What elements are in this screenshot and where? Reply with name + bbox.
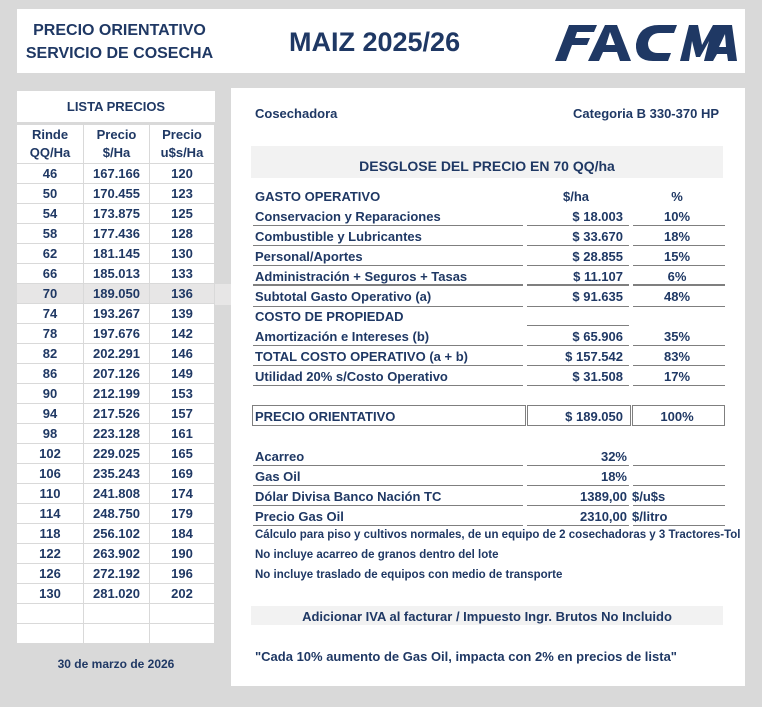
- table-cell-yield: 106: [17, 464, 83, 483]
- table-cell-price-usd: 179: [150, 504, 214, 523]
- note-line: No incluye traslado de equipos con medio de transporte: [255, 569, 563, 581]
- col-header-line: Precio: [96, 127, 137, 142]
- final-price-label: PRECIO ORIENTATIVO: [255, 409, 396, 424]
- table-cell-yield: [17, 604, 83, 623]
- total-cost-pct: 83%: [663, 349, 691, 364]
- subtotal-rule-value: [527, 284, 629, 285]
- table-cell-yield: 58: [17, 224, 83, 243]
- table-cell-price-usd: 139: [150, 304, 214, 323]
- table-cell-price-ars: 167.166: [84, 164, 149, 183]
- profit-rule-value: [527, 385, 629, 386]
- table-cell-yield: 78: [17, 324, 83, 343]
- total-cost-label: TOTAL COSTO OPERATIVO (a + b): [255, 349, 468, 364]
- table-cell-price-ars: 235.243: [84, 464, 149, 483]
- table-cell-yield: 50: [17, 184, 83, 203]
- op-row-pct: 6%: [667, 269, 687, 284]
- report-date: 30 de marzo de 2026: [57, 657, 175, 671]
- profit-label: Utilidad 20% s/Costo Operativo: [255, 369, 448, 384]
- col-header-line: $/Ha: [102, 145, 131, 160]
- final-price-value: $ 189.050: [565, 409, 623, 424]
- op-row-rule-value: [527, 285, 629, 286]
- amort-rule-bottom-pct: [633, 345, 725, 346]
- profit-pct: 17%: [663, 369, 691, 384]
- table-cell-price-usd: 125: [150, 204, 214, 223]
- table-cell-price-ars: 241.808: [84, 484, 149, 503]
- subtotal-rule-bottom-value: [527, 306, 629, 307]
- op-row-rule-pct: [633, 265, 725, 266]
- subtotal-rule-bottom-label: [253, 306, 523, 307]
- table-cell-yield: 90: [17, 384, 83, 403]
- table-cell-price-usd: 157: [150, 404, 214, 423]
- table-cell-price-usd: 169: [150, 464, 214, 483]
- note-line: Cálculo para piso y cultivos normales, de un equipo de 2 cosechadoras y 3 Tractores-Tol: [255, 529, 741, 541]
- table-cell-price-ars: [84, 624, 149, 643]
- subtotal-label: Subtotal Gasto Operativo (a): [255, 289, 432, 304]
- table-cell-price-ars: 185.013: [84, 264, 149, 283]
- table-cell-yield: 66: [17, 264, 83, 283]
- iva-note: Adicionar IVA al facturar / Impuesto Ingr. Brutos No Incluido: [302, 609, 672, 624]
- amortization-value: $ 65.906: [572, 329, 623, 344]
- subtotal-rule-label: [253, 284, 523, 285]
- col-price-header: $/ha: [562, 189, 589, 204]
- table-cell-price-usd: 133: [150, 264, 214, 283]
- table-cell-yield: 110: [17, 484, 83, 503]
- table-cell-price-usd: 146: [150, 344, 214, 363]
- gasoil-impact-note: "Cada 10% aumento de Gas Oil, impacta con 2% en precios de lista": [255, 649, 677, 664]
- amort-rule-bottom-label: [253, 345, 523, 346]
- table-cell-price-usd: 120: [150, 164, 214, 183]
- op-row-value: $ 28.855: [572, 249, 623, 264]
- op-row-label: Personal/Aportes: [255, 249, 363, 264]
- table-cell-price-ars: 263.902: [84, 544, 149, 563]
- price-list-table: [17, 125, 215, 643]
- table-cell-price-ars: 207.126: [84, 364, 149, 383]
- table-cell-price-ars: 197.676: [84, 324, 149, 343]
- col-header-line: QQ/Ha: [29, 145, 71, 160]
- param-rule-value: [527, 465, 629, 466]
- total-cost-value: $ 157.542: [565, 349, 623, 364]
- op-row-rule-pct: [633, 245, 725, 246]
- highlight-connector: [215, 284, 231, 305]
- category-label: Categoria B 330-370 HP: [573, 106, 719, 121]
- param-value: 1389,00: [580, 489, 627, 504]
- subtotal-rule-bottom-pct: [633, 306, 725, 307]
- table-cell-yield: 82: [17, 344, 83, 363]
- table-cell-price-usd: 149: [150, 364, 214, 383]
- amort-rule-value: [527, 325, 629, 326]
- op-row-label: Administración + Seguros + Tasas: [255, 269, 468, 284]
- profit-rule-pct: [633, 385, 725, 386]
- op-row-value: $ 11.107: [573, 269, 623, 284]
- operating-cost-header: GASTO OPERATIVO: [255, 189, 381, 204]
- facma-logo: [555, 23, 737, 63]
- header-line-1: PRECIO ORIENTATIVO: [33, 22, 206, 39]
- col-header-yield: [17, 125, 83, 163]
- table-cell-price-ars: 223.128: [84, 424, 149, 443]
- table-cell-price-usd: 130: [150, 244, 214, 263]
- param-rule-label: [253, 525, 523, 526]
- op-row-value: $ 33.670: [572, 229, 623, 244]
- op-row-rule-pct: [633, 225, 725, 226]
- table-cell-price-ars: 248.750: [84, 504, 149, 523]
- op-row-rule-label: [253, 265, 523, 266]
- col-header-price-usd: [150, 125, 214, 163]
- table-cell-price-ars: 256.102: [84, 524, 149, 543]
- param-rule-value: [527, 485, 629, 486]
- table-cell-price-ars: 229.025: [84, 444, 149, 463]
- param-rule-unit: [633, 465, 725, 466]
- machine-label: Cosechadora: [255, 106, 338, 121]
- table-cell-price-usd: 153: [150, 384, 214, 403]
- header: [17, 9, 745, 73]
- table-cell-price-usd: 128: [150, 224, 214, 243]
- table-cell-price-ars: 189.050: [84, 284, 149, 303]
- col-header-line: Rinde: [31, 127, 69, 142]
- table-cell-yield: 130: [17, 584, 83, 603]
- price-list-title: LISTA PRECIOS: [17, 91, 215, 122]
- table-cell-price-usd: [150, 624, 214, 643]
- table-cell-yield: 122: [17, 544, 83, 563]
- table-cell-price-ars: 181.145: [84, 244, 149, 263]
- col-header-price-ars: [84, 125, 149, 163]
- param-unit: $/u$s: [632, 489, 666, 504]
- subtotal-value: $ 91.635: [572, 289, 623, 304]
- table-cell-price-ars: [84, 604, 149, 623]
- param-rule-label: [253, 485, 523, 486]
- price-breakdown-panel: [231, 88, 745, 686]
- col-header-line: Precio: [162, 127, 202, 142]
- param-rule-value: [527, 505, 629, 506]
- table-cell-yield: 62: [17, 244, 83, 263]
- table-cell-price-usd: 202: [150, 584, 214, 603]
- table-cell-yield: 118: [17, 524, 83, 543]
- table-cell-price-usd: [150, 604, 214, 623]
- op-row-rule-label: [253, 225, 523, 226]
- op-row-pct: 15%: [663, 249, 691, 264]
- header-subtitle: [17, 19, 222, 65]
- subtotal-rule-pct: [633, 284, 725, 285]
- op-row-value: $ 18.003: [572, 209, 623, 224]
- table-cell-yield: 114: [17, 504, 83, 523]
- param-rule-value: [527, 525, 629, 526]
- table-cell-price-usd: 174: [150, 484, 214, 503]
- table-cell-price-ars: 170.455: [84, 184, 149, 203]
- col-header-line: u$s/Ha: [160, 145, 204, 160]
- param-rule-unit: [633, 505, 725, 506]
- op-row-label: Conservacion y Reparaciones: [255, 209, 441, 224]
- total-rule-value: [527, 365, 629, 366]
- op-row-rule-pct: [633, 285, 725, 286]
- table-cell-yield: 46: [17, 164, 83, 183]
- param-label: Acarreo: [255, 449, 305, 464]
- table-cell-price-usd: 184: [150, 524, 214, 543]
- table-cell-price-usd: 196: [150, 564, 214, 583]
- amortization-pct: 35%: [663, 329, 691, 344]
- profit-rule-label: [253, 385, 523, 386]
- table-cell-price-usd: 142: [150, 324, 214, 343]
- price-list: [17, 91, 215, 643]
- table-cell-price-ars: 202.291: [84, 344, 149, 363]
- ownership-cost-header: COSTO DE PROPIEDAD: [255, 309, 404, 324]
- op-row-label: Combustible y Lubricantes: [255, 229, 422, 244]
- param-rule-unit: [633, 525, 725, 526]
- final-price-pct: 100%: [660, 409, 694, 424]
- amortization-label: Amortización e Intereses (b): [255, 329, 430, 344]
- op-row-pct: 10%: [663, 209, 691, 224]
- param-rule-label: [253, 505, 523, 506]
- op-row-rule-label: [253, 285, 523, 286]
- param-rule-unit: [633, 485, 725, 486]
- table-cell-price-ars: 212.199: [84, 384, 149, 403]
- total-rule-pct: [633, 365, 725, 366]
- table-cell-yield: 86: [17, 364, 83, 383]
- table-cell-price-usd: 190: [150, 544, 214, 563]
- param-label: Precio Gas Oil: [255, 509, 344, 524]
- op-row-rule-value: [527, 265, 629, 266]
- table-cell-price-usd: 165: [150, 444, 214, 463]
- param-label: Gas Oil: [255, 469, 301, 484]
- table-cell-price-usd: 136: [150, 284, 214, 303]
- table-cell-yield: 102: [17, 444, 83, 463]
- subtotal-pct: 48%: [663, 289, 691, 304]
- op-row-rule-label: [253, 245, 523, 246]
- param-value: 32%: [600, 449, 627, 464]
- col-pct-header: %: [671, 189, 683, 204]
- table-cell-price-ars: 177.436: [84, 224, 149, 243]
- table-cell-yield: 74: [17, 304, 83, 323]
- table-cell-price-usd: 161: [150, 424, 214, 443]
- param-value: 2310,00: [580, 509, 627, 524]
- table-cell-price-ars: 281.020: [84, 584, 149, 603]
- param-unit: $/litro: [632, 509, 668, 524]
- table-cell-yield: 54: [17, 204, 83, 223]
- param-value: 18%: [600, 469, 627, 484]
- page-title: MAIZ 2025/26: [289, 27, 461, 57]
- breakdown-title: DESGLOSE DEL PRECIO EN 70 QQ/ha: [359, 158, 615, 174]
- table-cell-yield: [17, 624, 83, 643]
- param-rule-label: [253, 465, 523, 466]
- amort-rule-bottom-value: [527, 345, 629, 346]
- op-row-rule-value: [527, 245, 629, 246]
- header-line-2: SERVICIO DE COSECHA: [25, 45, 214, 62]
- table-cell-price-ars: 217.526: [84, 404, 149, 423]
- profit-value: $ 31.508: [572, 369, 623, 384]
- param-label: Dólar Divisa Banco Nación TC: [255, 489, 442, 504]
- table-cell-price-ars: 173.875: [84, 204, 149, 223]
- op-row-rule-value: [527, 225, 629, 226]
- table-cell-yield: 94: [17, 404, 83, 423]
- table-cell-price-ars: 272.192: [84, 564, 149, 583]
- table-cell-yield: 126: [17, 564, 83, 583]
- op-row-pct: 18%: [663, 229, 691, 244]
- table-cell-price-usd: 123: [150, 184, 214, 203]
- table-cell-price-ars: 193.267: [84, 304, 149, 323]
- note-line: No incluye acarreo de granos dentro del lote: [255, 549, 499, 561]
- table-cell-yield: 98: [17, 424, 83, 443]
- total-rule-label: [253, 365, 523, 366]
- table-cell-yield: 70: [17, 284, 83, 303]
